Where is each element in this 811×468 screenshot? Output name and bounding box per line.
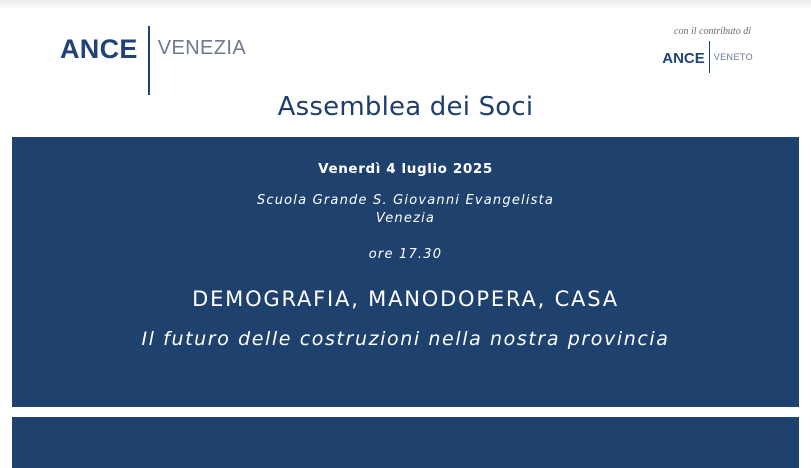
event-headline: DEMOGRAFIA, MANODOPERA, CASA xyxy=(192,287,619,311)
event-venue xyxy=(12,192,799,228)
logo-brand: ANCE xyxy=(60,34,138,64)
ance-venezia-logo xyxy=(60,26,246,96)
contributor-label: con il contributo di xyxy=(674,26,751,37)
event-time: ore 17.30 xyxy=(368,247,443,262)
top-shadow xyxy=(0,0,811,10)
event-date: Venerdì 4 luglio 2025 xyxy=(318,161,493,177)
secondary-banner xyxy=(12,417,799,468)
page-title: Assemblea dei Soci xyxy=(277,92,534,122)
event-banner xyxy=(12,137,799,407)
venue-city: Venezia xyxy=(375,211,436,226)
contributor-logo-row xyxy=(633,41,753,73)
contributor-brand: ANCE xyxy=(662,50,705,67)
logo-city: VENEZIA xyxy=(157,37,247,59)
logo-divider xyxy=(148,26,150,95)
event-subheadline: Il futuro delle costruzioni nella nostra provincia xyxy=(141,328,670,350)
ance-veneto-contributor-logo xyxy=(633,26,753,73)
venue-name: Scuola Grande S. Giovanni Evangelista xyxy=(256,193,555,208)
contributor-divider xyxy=(709,41,710,73)
contributor-region: VENETO xyxy=(713,52,753,62)
